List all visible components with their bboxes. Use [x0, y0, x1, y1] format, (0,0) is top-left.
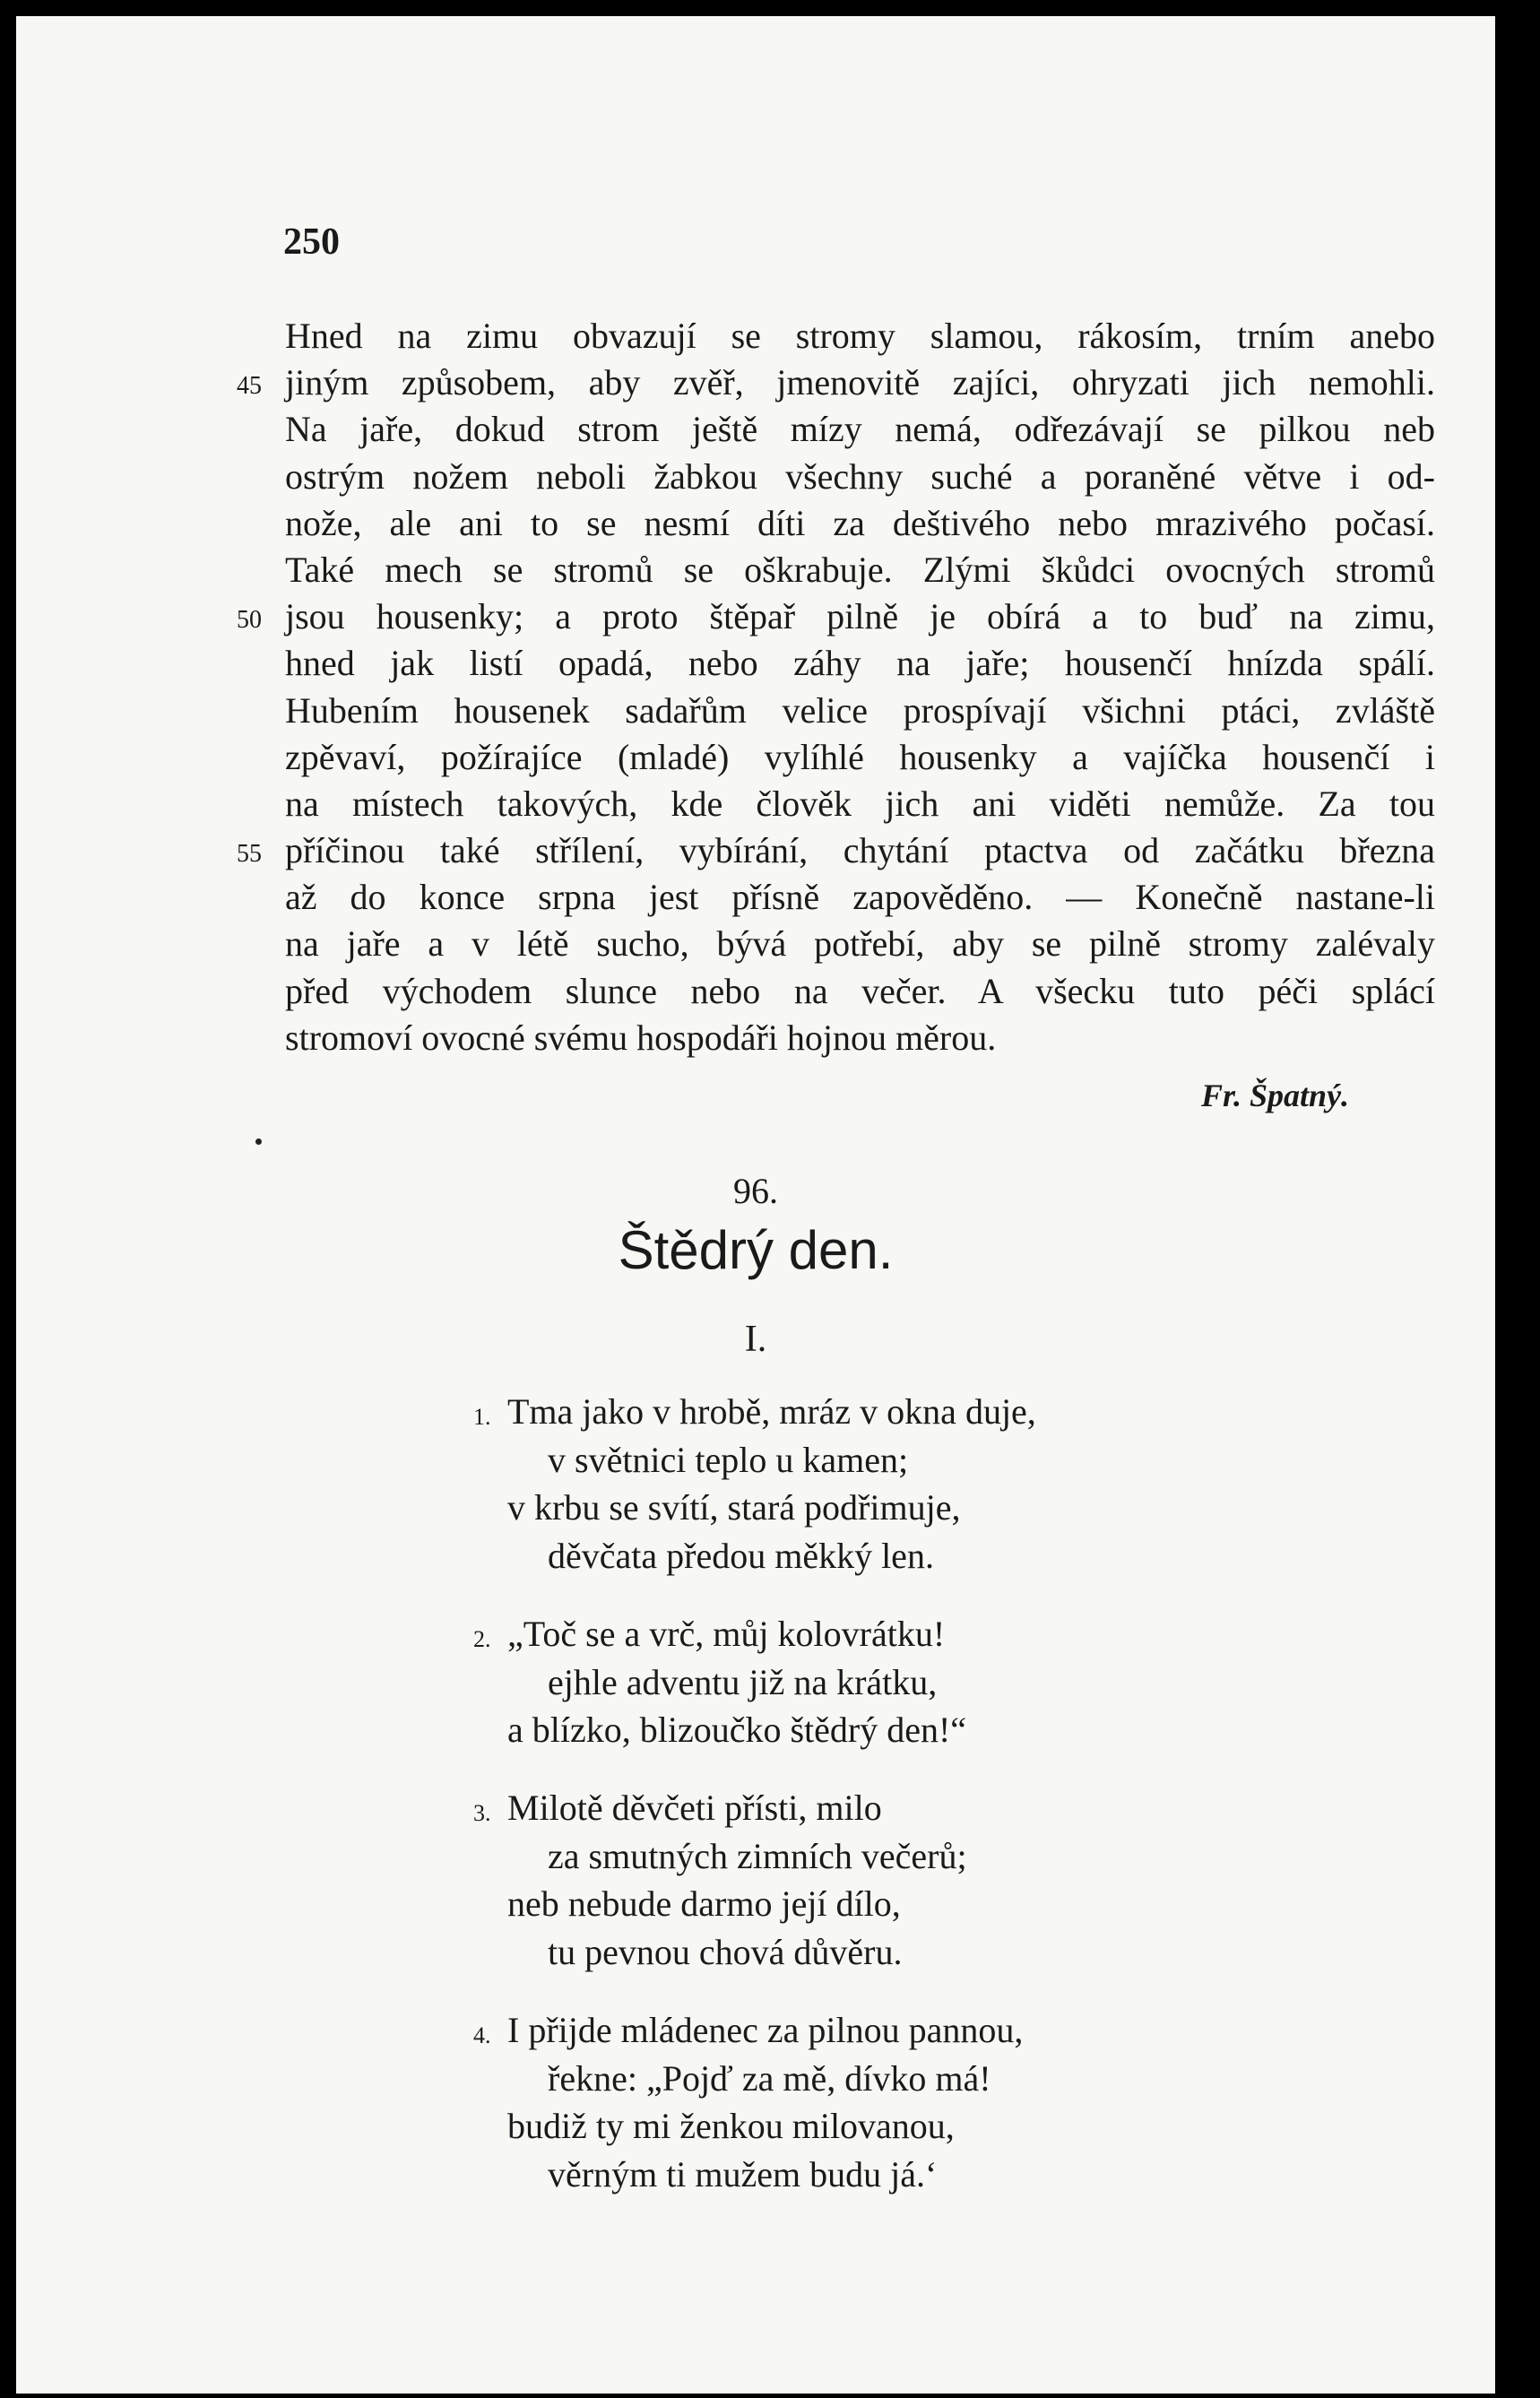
stanza-number: 2. [473, 1626, 491, 1652]
prose-line-text: až do konce srpna jest přísně zapověděno. — Konečně nastane-li [285, 877, 1435, 918]
prose-line [285, 874, 1435, 921]
verse-line [473, 2006, 1314, 2055]
line-number: 50 [237, 606, 262, 635]
prose-line [285, 781, 1435, 827]
prose-line-text: hned jak listí opadá, nebo záhy na jaře; housenčí hnízda spálí. [285, 643, 1435, 684]
part-number: I. [744, 1319, 767, 1360]
prose-line [285, 968, 1435, 1015]
verse-line-text: za smutných zimních večerů; [548, 1835, 967, 1876]
verse-line [473, 1388, 1314, 1436]
verse-line [507, 1436, 1314, 1485]
verse-line [507, 2055, 1314, 2103]
prose-line-text: ostrým nožem neboli žabkou všechny suché a poraněné větve i od- [285, 455, 1435, 497]
verse-line-text: Tma jako v hrobě, mráz v okna duje, [507, 1391, 1036, 1432]
stanza [473, 1388, 1314, 1580]
verse-line-text: v krbu se svítí, stará podřimuje, [507, 1487, 961, 1528]
verse-line [507, 1706, 1314, 1754]
prose-line-text: před východem slunce nebo na večer. A všecku tuto péči splácí [285, 970, 1435, 1011]
prose-line [285, 921, 1435, 967]
prose-line-text: jsou housenky; a proto štěpař pilně je obírá a to buď na zimu, [285, 596, 1435, 637]
verse-line [507, 1880, 1314, 1928]
stanza-number: 4. [473, 2022, 491, 2048]
prose-line [285, 454, 1435, 500]
prose-line [285, 500, 1435, 547]
verse-line-text: tu pevnou chová důvěru. [548, 1931, 903, 1972]
prose-line [285, 1015, 1435, 1061]
prose-line [285, 640, 1435, 687]
prose-line-text: nože, ale ani to se nesmí díti za deštivého nebo mrazivého počasí. [285, 502, 1435, 543]
poem-number: 96. [733, 1171, 778, 1211]
verse-line-text: a blízko, blizoučko štědrý den!“ [507, 1710, 967, 1750]
prose-line-text: Hned na zimu obvazují se stromy slamou, rákosím, trním anebo [285, 316, 1435, 356]
verse-line [473, 1610, 1314, 1658]
verse-line [507, 2102, 1314, 2151]
prose-line-text: na místech takových, kde člověk jich ani viděti nemůže. Za tou [285, 783, 1435, 824]
verse-line-text: řekne: „Pojď za mě, dívko má! [548, 2057, 991, 2099]
line-number: 45 [237, 372, 262, 401]
prose-line [285, 313, 1435, 359]
verse-line-text: v světnici teplo u kamen; [548, 1439, 909, 1480]
verse-line-text: ejhle adventu již na krátku, [548, 1661, 938, 1702]
author-signature: Fr. Špatný. [1201, 1078, 1350, 1113]
stanza-number: 1. [473, 1404, 491, 1430]
verse-line-text: „Toč se a vrč, můj kolovrátku! [507, 1614, 946, 1654]
verse-line-text: I přijde mládenec za pilnou pannou, [507, 2010, 1024, 2050]
prose-block [237, 313, 1435, 1061]
verse-line-text: neb nebude darmo její dílo, [507, 1883, 901, 1924]
prose-line [237, 593, 1435, 640]
prose-line-text: stromoví ovocné svému hospodáři hojnou měrou. [285, 1017, 997, 1058]
prose-line [237, 827, 1435, 874]
prose-line [237, 359, 1435, 406]
prose-line-text: příčinou také střílení, vybírání, chytání ptactva od začátku března [285, 830, 1435, 871]
prose-line-text: jiným způsobem, aby zvěř, jmenovitě zajíci, ohryzati jich nemohli. [285, 362, 1435, 403]
line-number: 55 [237, 840, 262, 869]
verse-line [507, 1832, 1314, 1881]
stanza [473, 2006, 1314, 2198]
verse-line-text: věrným ti mužem budu já.‘ [548, 2153, 938, 2195]
verse-line [507, 1928, 1314, 1977]
print-speck [255, 1138, 262, 1145]
verse-line [507, 1658, 1314, 1707]
prose-line-text: Hubením housenek sadařům velice prospívají všichni ptáci, zvláště [285, 689, 1435, 731]
stanza [473, 1784, 1314, 1976]
poem-title: Štědrý den. [618, 1220, 894, 1280]
verse-line-text: Milotě děvčeti přísti, milo [507, 1788, 882, 1828]
verse-line [507, 2151, 1314, 2199]
prose-line [285, 734, 1435, 781]
prose-line [285, 688, 1435, 734]
verse-line [507, 1532, 1314, 1580]
prose-line-text: zpěvaví, požírajíce (mladé) vylíhlé housenky a vajíčka housenčí i [285, 736, 1435, 777]
book-page [16, 16, 1495, 2394]
stanza [473, 1610, 1314, 1754]
page-number: 250 [283, 221, 340, 263]
verse-line-text: budiž ty mi ženkou milovanou, [507, 2106, 955, 2146]
verse-line-text: děvčata předou měkký len. [548, 1535, 934, 1576]
verse-line [473, 1784, 1314, 1832]
prose-line-text: Na jaře, dokud strom ještě mízy nemá, odřezávají se pilkou neb [285, 409, 1435, 450]
prose-line-text: Také mech se stromů se oškrabuje. Zlými škůdci ovocných stromů [285, 549, 1435, 590]
prose-line [285, 406, 1435, 453]
prose-line [285, 547, 1435, 593]
prose-line-text: na jaře a v létě sucho, bývá potřebí, aby se pilně stromy zalévaly [285, 923, 1435, 965]
verse-line [507, 1484, 1314, 1532]
stanza-number: 3. [473, 1800, 491, 1826]
